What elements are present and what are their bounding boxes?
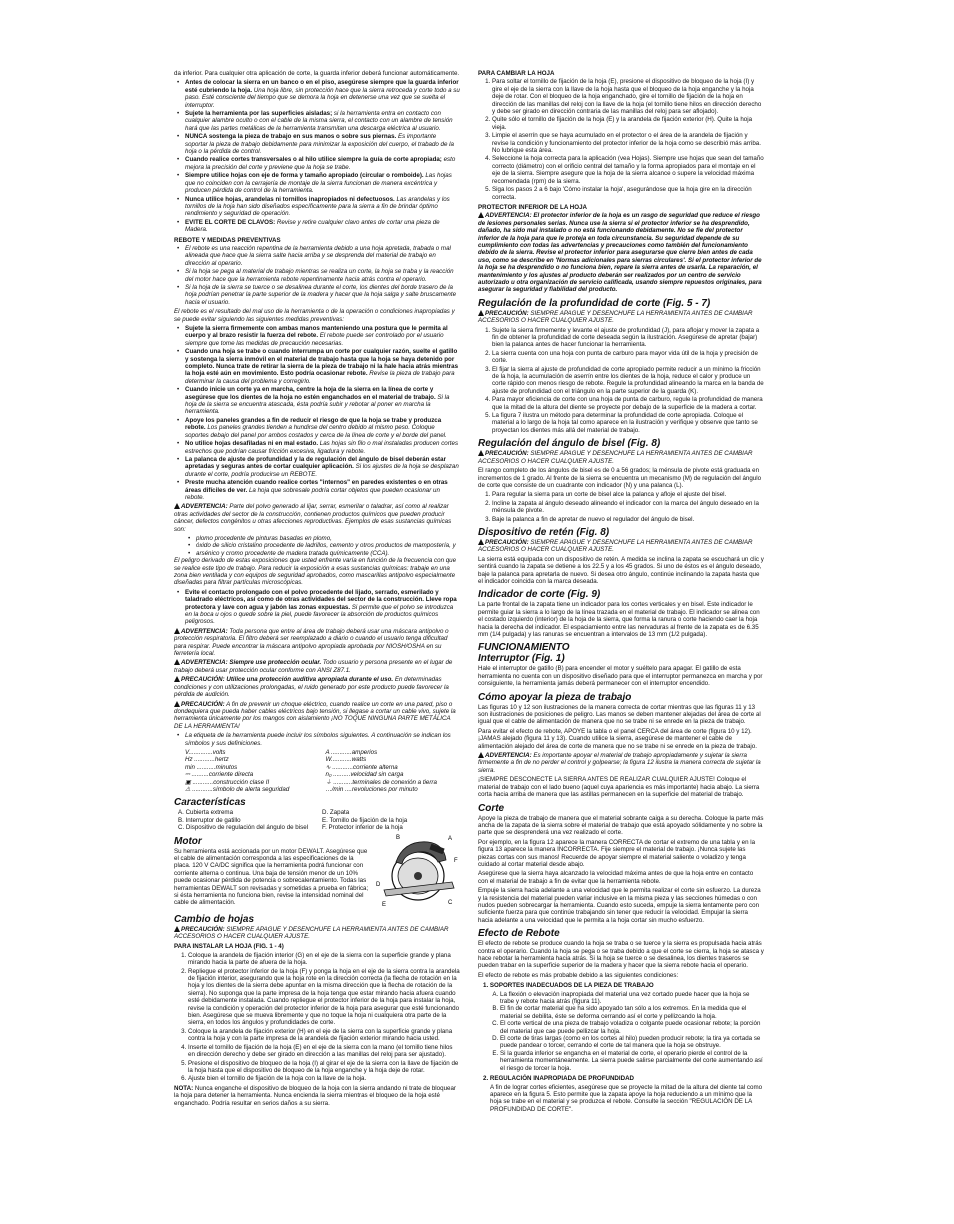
circular-saw-drawing <box>374 832 460 910</box>
symbol-entry: ∿ ............corriente alterna <box>325 763 398 771</box>
list-item: • plomo procedente de pinturas basadas en plomo, <box>196 535 460 542</box>
profundidad-heading: Regulación de la profundidad de corte (Fig. 5 - 7) <box>478 297 711 309</box>
efecto-heading: Efecto de Rebote <box>478 928 560 940</box>
list-item: 3. Limpie el aserrín que se haya acumulado en el protector o el área de la arandela de fijación y revise la condición y funcionamiento del protector inferior de la hoja como se describió más arriba. No lubrique esta área. <box>492 132 764 154</box>
interruptor-para: Hale el interruptor de gatillo (B) para encender el motor y suéltelo para apagar. El gatillo de esta herramienta no cuenta con un dispositivo diseñado para que el interruptor permanezca en marcha y por consiguiente, la herramienta jamás deberá permanecer con el interruptor encendido. <box>478 665 763 688</box>
symbol-entry: ▣ ............construcción clase II <box>185 778 270 786</box>
list-item: 1. Para soltar el tornillo de fijación de la hoja (E), presione el dispositivo de bloqueo de la hoja (I) y gire el eje de la sierra con la llave de la hoja hasta que el bloqueo de la hoja enganche y la hoja deje de rotar. Con el bloqueo de la hoja enganchado, gire el tornillo de fijación de la hoja en dirección de las manillas del reloj con la llave de la hoja (el tornillo tiene hilos en dirección derecho y debe ser girado en dirección contraria de las manillas del reloj para ser aflojado). <box>492 78 764 115</box>
parts-list <box>174 809 460 831</box>
bisel-heading: Regulación del ángulo de bisel (Fig. 8) <box>478 438 661 450</box>
list-item: 3. El fijar la sierra al ajuste de profundidad de corte apropiado permite reducir a un mínimo la fricción de la hoja, la acumulación de aserrín entre los dientes de la hoja, reduce el calor y produce un corte rápido con menos riesgo de rebote. Regule la profundidad alineando la marca en la banda de ajuste de profundidad con el triángulo en la parte superior de la guarda (K). <box>492 366 764 396</box>
symbol-entry: min ...........minutos <box>185 763 238 771</box>
bisel-caution: PRECAUCIÓN: SIEMPRE APAGUE Y DESENCHUFE LA HERRAMIENTA ANTES DE CAMBIAR ACCESORIOS O HACER CUALQUIER AJUSTE. <box>478 450 753 465</box>
warning-triangle-icon <box>174 628 180 634</box>
instalar-title: PARA INSTALAR LA HOJA (FIG. 1 - 4) <box>174 943 284 951</box>
symbol-entry: W............watts <box>325 756 367 764</box>
rebote-bullets <box>174 245 460 306</box>
warning-triangle-icon <box>174 659 180 665</box>
list-item: 3. Coloque la arandela de fijación exterior (H) en el eje de la sierra con la superficie grande y plana contra la hoja y con la parte impresa de la arandela de fijación exterior mirando hacia usted. <box>188 1028 460 1043</box>
list-item: 6. Ajuste bien el tornillo de fijación de la hoja con la llave de la hoja. <box>188 1075 460 1082</box>
caracteristicas-heading: Características <box>174 797 246 809</box>
cambiar-title: PARA CAMBIAR LA HOJA <box>478 70 555 77</box>
list-item: • Preste mucha atención cuando realice cortes "internos" en paredes existentes o en otras áreas difíciles de ver. La hoja que sobresale podría cortar objetos que pueden ocasionar un rebote. <box>185 479 460 501</box>
list-item: 2. Incline la zapata al ángulo deseado alineando el indicador con la marca del ángulo deseado en la ménsula de pivote. <box>492 500 764 515</box>
apoyar-para-2: Para evitar el efecto de rebote, APOYE la tabla o el panel CERCA del área de corte (figura 10 y 12). ¡JAMAS alejado (figura 11 y 13). Cuando utilice la sierra, asegúrese de mantener el cable de alimentación alejado del área de corte de manera que no se trabe ni se enrede en la pieza de trabajo. <box>478 727 757 750</box>
warning-triangle-icon <box>174 676 180 682</box>
apoyar-para-1: Las figuras 10 y 12 son ilustraciones de la manera correcta de cortar mientras que las figuras 11 y 13 son ilustraciones de posiciones de peligro. Las manos se deben mantener alejadas del área de corte al igual que el cable de alimentación de manera que no se trabe ni se enrede en la pieza de trabajo. <box>478 703 761 726</box>
list-item: • Cuando inicie un corte ya en marcha, centre la hoja de la sierra en la línea de corte y asegúrese que los dientes de la hoja no estén enganchados en el material de trabajo. Si la hoja de la sierra se encuentra atascada, ésta podría subir y rebotar al poner en marcha la herramienta. <box>185 386 460 416</box>
list-item: • La palanca de ajuste de profundidad y la de regulación del ángulo de bisel deberán estar apretadas y seguras antes de cortar cualquier aplicación. Si los ajustes de la hoja se desplazan durante el corte, podría producirse un REBOTE. <box>185 456 460 478</box>
warning-triangle-icon <box>478 310 484 316</box>
warning-triangle-icon <box>478 539 484 545</box>
list-item: 5. Siga los pasos 2 a 6 bajo 'Cómo instalar la hoja', asegurándose que la hoja gire en la dirección correcta. <box>492 186 764 201</box>
saw-label-e: E <box>382 901 387 908</box>
indicador-para: La parte frontal de la zapata tiene un indicador para los cortes verticales y en bisel. Este indicador le permite guiar la sierra a lo largo de la línea trazada en el material de trabajo. El indicador se alinea con el costado izquierdo (interior) de la hoja de la sierra, que forma la ranura o corte haciendo caer la hoja hacia la derecha del indicador. El espaciamiento entre las nervaduras al frente de la zapata es de 6.35 mm (1/4 pulgada) y las ranuras se encuentran a intervalos de 13 mm (1/2 pulgada). <box>478 601 760 638</box>
regulacion-title: 2. REGULACIÓN INAPROPIADA DE PROFUNDIDAD <box>483 1075 635 1083</box>
list-item: • NUNCA sostenga la pieza de trabajo en sus manos o sobre sus piernas. Es importante soportar la pieza de trabajo debidamente para minimizar la exposición del cuerpo, el trabado de la hoja o la pérdida de control. <box>185 133 460 155</box>
list-item: • La etiqueta de la herramienta puede incluir los símbolos siguientes. A continuación se indican los símbolos y sus definiciones. <box>185 732 460 747</box>
apoyar-para-3: ¡SIEMPRE DESCONECTE LA SIERRA ANTES DE REALIZAR CUALQUIER AJUSTE! Coloque el material de trabajo con el lado bueno (aquel cuya apariencia es más importante) hacia abajo. La sierra corta hacia arriba de manera que las astillas permanecen en la superficie del material de trabajo. <box>478 776 760 799</box>
list-item: 5. Presione el dispositivo de bloqueo de la hoja (I) al girar el eje de la sierra con la llave de fijación de la hoja hasta que el dispositivo de bloqueo de la hoja enganche y la hoja deje de rotar. <box>188 1060 460 1075</box>
warning-triangle-icon <box>478 212 484 218</box>
list-item: 4. Inserte el tornillo de fijación de la hoja (E) en el eje de la sierra con la mano (el tornillo tiene hilos en dirección derecho y debe ser girado en dirección a las manillas del reloj para ser ajustado). <box>188 1044 460 1059</box>
list-item: • Si la hoja se pega al material de trabajo mientras se realiza un corte, la hoja se traba y la reacción del motor hace que la herramienta rebote repentinamente hacia atrás contra el operario. <box>185 268 460 283</box>
corte-heading: Corte <box>478 802 505 814</box>
apoyar-warning: ADVERTENCIA: Es importante apoyar el material de trabajo apropiadamente y sujetar la sierra firmemente a fin de no perder el control y golpearse; la figura 12 ilustra la manera correcta de sujetar la sierra. <box>478 752 761 774</box>
symbol-entry: A ............amperios <box>325 748 378 756</box>
reten-para: La sierra está equipada con un dispositivo de retén. A medida se inclina la zapata se escuchará un clic y sentirá cuando la zapata se detiene a los 22.5 y a los 45 grados. Si uno de éstos es el ángulo deseado, baje la palanca para apretarla de nuevo. Si desea otro ángulo, continúe inclinando la zapata hasta que el indicador coincida con la marca deseada. <box>478 555 764 585</box>
saw-label-b: B <box>396 834 401 841</box>
list-item: • Sujete la sierra firmemente con ambas manos manteniendo una postura que le permita al cuerpo y al brazo resistir la fuerza del rebote. El rebote puede ser controlado por el usuario siempre que tome las medidas de precaución necesarias. <box>185 325 460 347</box>
protector-warning: ADVERTENCIA: El protector inferior de la hoja es un rasgo de seguridad que reduce el riesgo de lesiones personales serias. Nunca use la sierra si el protector inferior se ha desprendido, dañado, ha sido mal instalado o no está funcionando debidamente. No se fíe del protector inferior de la hoja para que le proteja en toda circunstancia. Su seguridad depende de su cumplimiento con todas las advertencias y precauciones como también del funcionamiento debido de la sierra. Revise el protector inferior para asegurarse que cierre bien antes de cada uso, como se describe en 'Normas adicionales para sierras circulares'. Si el protector inferior de la hoja se ha desprendido o no funciona bien, repare la sierra antes de usarla. La reparación, el mantenimiento y los ajustes al producto deberán ser realizados por un centro de servicio autorizado u otra organización de servicio calificada, usando siempre repuestos originales, para asegurar la seguridad y fiabilidad del producto. <box>478 212 762 294</box>
saw-label-d: D <box>376 881 381 888</box>
warning-mask: ADVERTENCIA: Toda persona que entre al área de trabajo deberá usar una máscara antipolvo o protección respiratoria. El filtro deberá ser reemplazado a diario o cuando el usuario tenga dificultad para respirar. Puede encontrar la máscara antipolvo apropiada aprobada por NIOSH/OSHA en su ferretería local. <box>174 627 449 658</box>
profundidad-caution: PRECAUCIÓN: SIEMPRE APAGUE Y DESENCHUFE LA HERRAMIENTA ANTES DE CAMBIAR ACCESORIOS O HACER CUALQUIER AJUSTE. <box>478 309 753 325</box>
funcionamiento-heading: FUNCIONAMIENTO <box>478 642 570 654</box>
warning-triangle-icon <box>174 701 180 707</box>
list-item: • Nunca utilice hojas, arandelas ni tornillos inapropiados ni defectuosos. Las arandelas y los tornillos de la hoja han sido diseñados específicamente para la sierra a fin de brindar óptimo rendimiento y seguridad de operación. <box>185 196 460 218</box>
rebote-title: REBOTE Y MEDIDAS PREVENTIVAS <box>174 236 281 244</box>
part-item: F. Protector inferior de la hoja <box>322 824 403 832</box>
list-item: • Siempre utilice hojas con eje de forma y tamaño apropiado (circular o romboide). Las hojas que no coinciden con la cerrajería de montaje de la sierra funcionan de manera excéntrica y producen pérdida de control de la herramienta. <box>185 172 460 194</box>
symbol-entry: n₀ ..........velocidad sin carga <box>325 771 404 779</box>
list-item: B. El fin de cortar material que ha sido apoyado tan sólo a los extremos. En la medida que el material se debilita, éste se deforma cerrando así el corte y pellizcando la hoja. <box>500 1005 764 1020</box>
chemicals-list <box>174 535 460 557</box>
regulacion-para: A fin de lograr cortes eficientes, asegúrese que se proyecte la mitad de la altura del diente tal como aparece en la figura 5. Esto permite que la zapata apoye la hoja reduciendo a un mínimo que la hoja se trabe en el material y se produzca el rebote. Consulte la sección "REGULACIÓN DE LA PROFUNDIDAD DE CORTE". <box>490 1083 763 1113</box>
intro-text: da inferior. Para cualquier otra aplicación de corte, la guarda inferior deberá funcionar automáticamente. <box>174 70 460 77</box>
list-item: • Sujete la herramienta por las superficies aisladas; si la herramienta entra en contacto con cualquier alambre oculto o con el cable de la misma sierra, el contacto con un alambre de tensión hará que las partes metálicas de la herramienta transmitan una descarga eléctrica al usuario. <box>185 110 460 132</box>
list-item: 5. La figura 7 ilustra un método para determinar la profundidad de corte apropiada. Coloque el material a lo largo de la hoja tal como aparece en la ilustración y verifique y observe que tanto se proyectan los dientes más allá del material de trabajo. <box>492 412 764 434</box>
bisel-para: El rango completo de los ángulos de bisel es de 0 a 56 grados; la ménsula de pivote está graduada en incrementos de 1 grado. Al frente de la sierra se encuentra un mecanismo (M) de regulación del ángulo de corte que consiste de un cuadrante con indicador (N) y una palanca (L). <box>478 467 762 489</box>
list-item: • Cuando realice cortes transversales o al hilo utilice siempre la guía de corte apropiada; esto mejora la precisión del corte y previene que la hoja se trabe. <box>185 156 460 171</box>
list-item: • Antes de colocar la sierra en un banco o en el piso, asegúrese siempre que la guarda inferior esté cubriendo la hoja. Una hoja libre, sin protección hace que la sierra retroceda y corte todo a su paso. Esté consciente del tiempo que se demora la hoja en detenerse una vez que se suelta el interruptor. <box>185 79 460 109</box>
saw-label-a: A <box>448 835 453 842</box>
list-item: 1. Para regular la sierra para un corte de bisel alce la palanca y afloje el ajuste del bisel. <box>492 491 764 498</box>
cambiar-steps <box>478 78 764 201</box>
dust-bullet <box>174 589 460 626</box>
efecto-para-1: El efecto de rebote se produce cuando la hoja se traba o se tuerce y la sierra es propulsada hacia atrás contra el operario. Cuando la hoja se pega o se traba debido a que el corte se cierra, la hoja se atasca y hace rebotar la herramienta hacia atrás. Si la hoja se tuerce o se desalinea, los dientes traseros se pueden trabar en la superficie superior de la madera y hacer que la sierra rebote hacia el operario. <box>478 940 764 970</box>
list-item: D. El corte de tiras largas (como en los cortes al hilo) pueden producir rebote; la tira ya cortada se puede pandear o torcer, cerrando el corte de tal manera que la hoja se obstruye. <box>500 1035 764 1050</box>
label-bullet <box>174 732 460 747</box>
list-item: • arsénico y cromo procedente de madera tratada químicamente (CCA). <box>196 550 460 557</box>
list-item: • EVITE EL CORTE DE CLAVOS: Revise y retire cualquier clavo antes de cortar una pieza de Madera. <box>185 219 460 234</box>
motor-text-block <box>174 832 370 910</box>
symbol-entry: Hz ............hertz <box>185 756 229 764</box>
part-item: E. Tornillo de fijación de la hoja <box>322 816 408 824</box>
list-item: 1. Sujete la sierra firmemente y levante el ajuste de profundidad (J), para aflojar y mover la zapata a fin de obtener la profundidad de corte deseada según la ilustración. Asegúrese de apretar (bajar) bien la palanca antes de hacer funcionar la herramienta. <box>492 327 764 349</box>
symbol-entry: …/min ....revoluciones por minuto <box>325 785 418 793</box>
indicador-heading: Indicador de corte (Fig. 9) <box>478 589 601 601</box>
rebote-para: El rebote es el resultado del mal uso de la herramienta o de la operación o condiciones inapropiadas y se puede evitar siguiendo las siguientes medidas preventivas: <box>174 308 455 323</box>
apoyar-heading: Cómo apoyar la pieza de trabajo <box>478 691 632 703</box>
list-item: 2. Repliegue el protector inferior de la hoja (F) y ponga la hoja en el eje de la sierra contra la arandela de fijación interior, asegurando que la hoja rote en la dirección correcta (la flecha de rotación en la hoja y los dientes de la sierra debe apuntar en la misma dirección que la flecha de rotación de la sierra). No suponga que la parte impresa de la hoja tenga que estar mirando hacia afuera cuando esté debidamente instalada. Cuando repliegue el protector inferior de la hoja para instalar la hoja, revise la condición y operación del protector inferior de la hoja para asegurar que esté funcionando bien. Asegúrese que se mueva libremente y que no toque la hoja ni cualquiera otra parte de la sierra, en todos los ángulos y profundidades de corte. <box>188 968 460 1027</box>
interruptor-heading: Interruptor (Fig. 1) <box>478 653 565 665</box>
cambio-heading: Cambio de hojas <box>174 913 255 925</box>
warning-triangle-icon <box>174 503 180 509</box>
bisel-steps <box>478 491 764 523</box>
list-item: 2. Quite sólo el tornillo de fijación de la hoja (E) y la arandela de fijación exterior (H). Quite la hoja vieja. <box>492 116 764 131</box>
symbol-entry: ⎓ ..........corriente directa <box>185 771 254 779</box>
chem-para: El peligro derivado de estas exposiciones que usted enfrente varía en función de la frecuencia con que se realice este tipo de trabajo. Para reducir la exposición a esas sustancias químicas: trabaje en una zona bien ventilada y con equipos de seguridad aprobados, como mascarillas antipolvo especialmente diseñadas para filtrar partículas microscópicas. <box>174 557 457 587</box>
corte-para-4: Empuje la sierra hacia adelante a una velocidad que le permita realizar el corte sin esfuerzo. La dureza y la resistencia del material pueden variar inclusive en la misma pieza y las secciones húmedas o con nudos pueden sobrecargar la herramienta. Cuando esto suceda, empuje la sierra lentamente pero con suficiente fuerza para que continúe trabajando sin tener que reducir la velocidad. Empujar la sierra hacia adelante a una velocidad que le permita a la hoja cortar sin mucho esfuerzo. <box>478 887 761 924</box>
motor-section <box>174 832 460 910</box>
profundidad-steps <box>478 327 764 435</box>
motor-heading: Motor <box>174 835 202 847</box>
saw-label-f: F <box>454 857 458 864</box>
saw-label-c: C <box>448 899 453 906</box>
safety-bullets <box>174 79 460 233</box>
reten-caution: PRECAUCIÓN: SIEMPRE APAGUE Y DESENCHUFE LA HERRAMIENTA ANTES DE CAMBIAR ACCESORIOS O HACER CUALQUIER AJUSTE. <box>478 538 753 554</box>
nota: NOTA: Nunca enganche el dispositivo de bloqueo de la hoja con la sierra andando ni trate de bloquear la hoja para detener la herramienta. Nunca encienda la sierra mientras el bloqueo de la hoja esté enganchado. Podría resultar en serios daños a su sierra. <box>174 1084 456 1107</box>
list-item: 3. Baje la palanca a fin de apretar de nuevo el regulador del ángulo de bisel. <box>492 516 764 523</box>
symbol-table <box>174 749 460 793</box>
part-item: B. Interruptor de gatillo <box>178 816 241 824</box>
list-item: 1. Coloque la arandela de fijación interior (G) en el eje de la sierra con la superficie grande y plana mirando hacia la parte de afuera de la hoja. <box>188 952 460 967</box>
right-column <box>478 70 764 1115</box>
left-column <box>174 70 460 1109</box>
circular-saw-illustration <box>374 832 460 910</box>
corte-para-1: Apoye la pieza de trabajo de manera que el material sobrante caiga a su derecha. Coloque la parte más ancha de la zapata de la sierra sobre el material de trabajo que está apoyado sólidamente y no sobre la parte que se desprenderá una vez realizado el corte. <box>478 814 764 837</box>
list-item: • Cuando una hoja se trabe o cuando interrumpa un corte por cualquier razón, suelte el gatillo y sostenga la sierra inmóvil en el material de trabajo hasta que la hoja se haya detenido por completo. Nunca trate de retirar la sierra de la pieza de trabajo ni la hale hacia atrás mientras la hoja esté aún en movimiento. Esto podría ocasionar rebote. Revise la pieza de trabajo para determinar la causa del problema y corregirlo. <box>185 348 460 385</box>
warning-triangle-icon <box>478 450 484 456</box>
part-item: A. Cubierta extrema <box>178 809 234 817</box>
warning-dust: ADVERTENCIA: Parte del polvo generado al lijar, serrar, esmerilar o taladrar, así como al realizar otras actividades del sector de la construcción, contienen productos químicos que pueden producir cáncer, defectos congénitos u otras afecciones reproductivas. Ejemplos de esas sustancias químicas son: <box>174 503 452 533</box>
caution-shock: PRECAUCIÓN: A fin de prevenir un choque eléctrico, cuando realice un corte en una pared, piso o dondequiera que pueda haber cables eléctricos bajo tensión, si llegase a cortar un cable vivo, sujete la herramienta únicamente por los mangos con aislamiento ¡NO TOQUE NINGUNA PARTE METÁLICA DE LA HERRAMIENTA! <box>174 700 456 730</box>
list-item: C. El corte vertical de una pieza de trabajo voladiza o colgante puede ocasionar rebote; la porción del material que cae puede pellizcar la hoja. <box>500 1020 764 1035</box>
list-item: 4. Para mayor eficiencia de corte con una hoja de punta de carburo, regule la profundidad de manera que la mitad de la altura del diente se proyecte por debajo de la superficie de la madera a cortar. <box>492 396 764 411</box>
symbol-entry: V..............volts <box>185 748 226 756</box>
warning-triangle-icon <box>478 752 484 758</box>
symbol-entry: ⚠ ............símbolo de alerta seguridad <box>185 785 290 793</box>
list-item: • Apoye los paneles grandes a fin de reducir el riesgo de que la hoja se trabe y produzca rebote. Los paneles grandes tienden a hundirse del centro debido al mismo peso. Coloque soportes debajo del panel por ambos costados y cerca de la línea de corte y el borde del panel. <box>185 417 460 439</box>
soportes-list <box>478 991 764 1072</box>
list-item: E. Si la guarda inferior se engancha en el material de corte, el operario pierde el control de la herramienta momentáneamente. La sierra puede salirse parcialmente del corte aumentando así el riesgo de torcer la hoja. <box>500 1050 764 1072</box>
soportes-title: 1. SOPORTES INADECUADOS DE LA PIEZA DE TRABAJO <box>483 982 654 990</box>
instalar-steps <box>174 952 460 1083</box>
symbol-entry: ⏚ ...........terminales de conexión a tierra <box>325 778 437 786</box>
warning-triangle-icon <box>174 926 180 932</box>
motor-text: Su herramienta está accionada por un motor DEWALT. Asegúrese que el cable de alimentación corresponda a las especificaciones de la placa. 120 V CA/DC significa que la herramienta podrá funcionar con corriente alterna o continua. Una baja de tensión menor de un 10% puede ocasionar pérdida de potencia o sobrecalentamiento. Todas las herramientas DEWALT son revisadas y sometidas a prueba en fábrica; si ésta herramienta no funciona bien, revise la intensidad nominal del cable de alimentación. <box>174 847 369 907</box>
part-item: D. Zapata <box>322 809 350 817</box>
part-item: C. Dispositivo de regulación del ángulo de bisel <box>178 824 309 832</box>
list-item: A. La flexión o elevación inapropiada del material una vez cortado puede hacer que la hoja se trabe y rebote hacia atrás (figura 11). <box>500 991 764 1006</box>
corte-para-3: Asegúrese que la sierra haya alcanzado la velocidad máxima antes de que la hoja entre en contacto con el material de trabajo a fin de evitar que la herramienta rebote. <box>478 870 754 885</box>
list-item: • Evite el contacto prolongado con el polvo procedente del lijado, serrado, esmerilado y taladrado eléctricos, así como de otras actividades del sector de la construcción. Lleve ropa protectora y lave con agua y jabón las zonas expuestas. Si permite que el polvo se introduzca en la boca u ojos o quede sobre la piel, puede favorecer la absorción de productos químicos peligrosos. <box>185 589 460 626</box>
list-item: 4. Seleccione la hoja correcta para la aplicación (vea Hojas). Siempre use hojas que sean del tamaño correcto (diámetro) con el orificio central del tamaño y la forma apropiados para el montaje en el eje de la sierra. Siempre asegure que la hoja de la sierra alcance o supere la velocidad máxima recomendada (rpm) de la sierra. <box>492 155 764 185</box>
list-item: • Si la hoja de la sierra se tuerce o se desalinea durante el corte, los dientes del borde trasero de la hoja podrían penetrar la parte superior de la madera y hacer que la hoja salga y salte bruscamente hacia el usuario. <box>185 284 460 306</box>
list-item: 2. La sierra cuenta con una hoja con punta de carburo para mayor vida útil de la hoja y precisión de corte. <box>492 350 764 365</box>
list-item: • El rebote es una reacción repentina de la herramienta debido a una hoja apretada, trabada o mal alineada que hace que la sierra salte hacia arriba y se desprenda del material de trabajo en dirección al operario. <box>185 245 460 267</box>
efecto-para-2: El efecto de rebote es más probable debido a las siguientes condiciones: <box>478 971 679 979</box>
list-item: • óxido de silicio cristalino procedente de ladrillos, cemento y otros productos de mampostería, y <box>196 542 460 549</box>
reten-heading: Dispositivo de retén (Fig. 8) <box>478 526 610 538</box>
warning-eye: ADVERTENCIA: Siempre use protección ocular. Todo usuario y persona presente en el lugar de trabajo deberá usar protección ocular conforme con ANSI Z87.1. <box>174 659 453 674</box>
preventive-bullets <box>174 325 460 501</box>
cambio-caution: PRECAUCIÓN: SIEMPRE APAGUE Y DESENCHUFE LA HERRAMIENTA ANTES DE CAMBIAR ACCESORIOS O HACER CUALQUIER AJUSTE. <box>174 925 449 940</box>
list-item: • No utilice hojas desafiladas ni en mal estado. Las hojas sin filo o mal instaladas producen cortes estrechos que podrían causar fricción excesiva, ligadura y rebote. <box>185 440 460 455</box>
caution-hearing: PRECAUCIÓN: Utilice una protección auditiva apropiada durante el uso. En determinadas condiciones y con utilizaciones prolongadas, el ruido generado por este producto puede favorecer la pérdida de audición. <box>174 676 449 699</box>
corte-para-2: Por ejemplo, en la figura 12 aparece la manera CORRECTA de cortar el extremo de una tabla y en la figura 13 aparece la manera INCORRECTA. Fije siempre el material de trabajo. ¡Nunca sujete las piezas cortas con sus manos! Recuerde de apoyar siempre el material saliente o voladizo y tenga cuidado al cortar material desde abajo. <box>478 838 756 868</box>
protector-title: PROTECTOR INFERIOR DE LA HOJA <box>478 203 587 211</box>
